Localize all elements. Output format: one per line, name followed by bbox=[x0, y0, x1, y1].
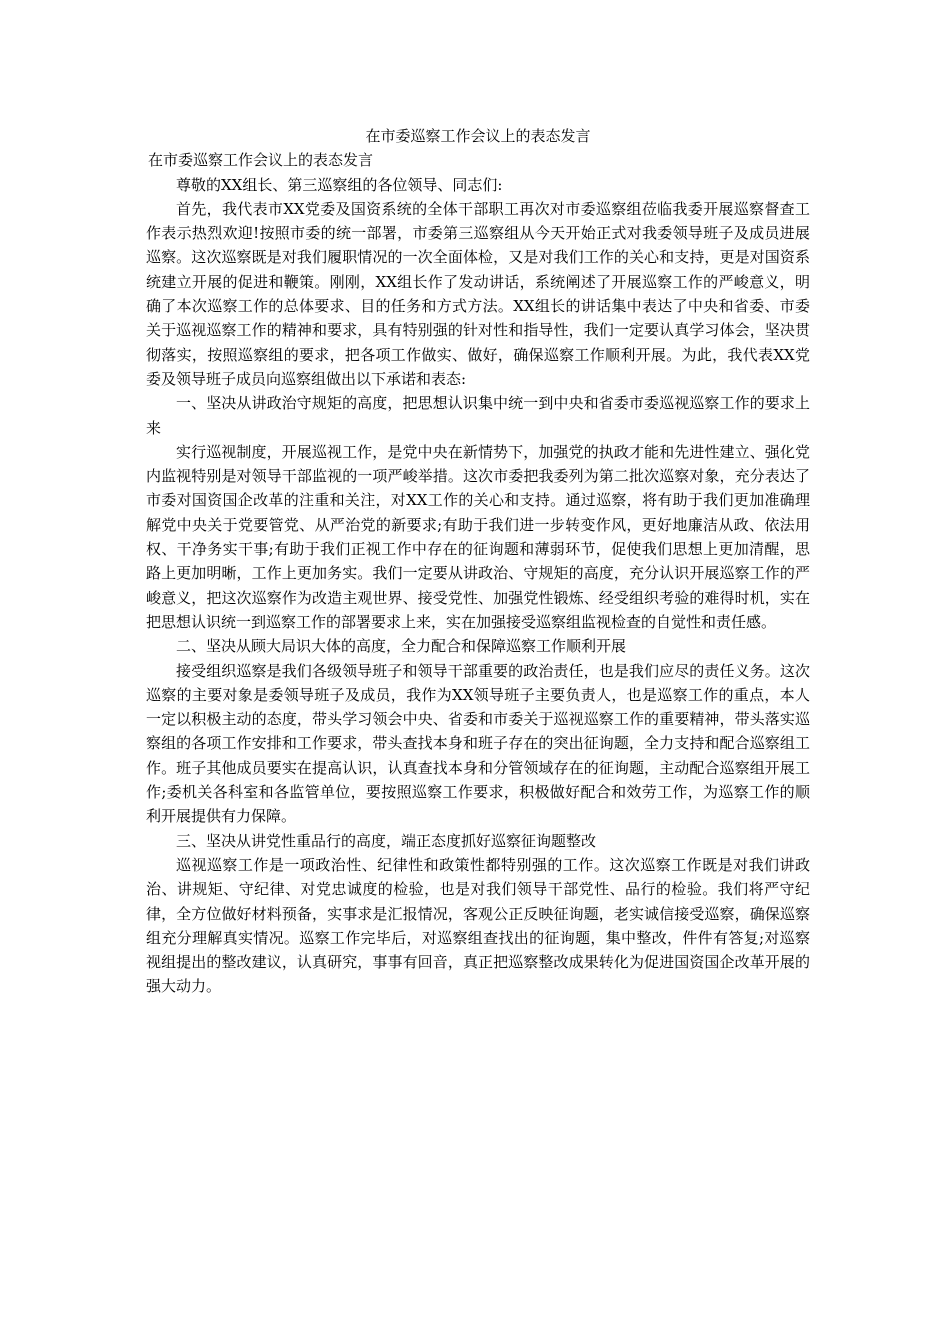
paragraph-section-2: 接受组织巡察是我们各级领导班子和领导干部重要的政治责任，也是我们应尽的责任义务。这次巡察的主要对象是委领导班子及成员，我作为XX领导班子主要负责人，也是巡察工作的重点，本人一定以积极主动的态度，带头学习领会中央、省委和市委关于巡视巡察工作的重要精神，带头落实巡察组的各项工作安排和工作要求，带头查找本身和班子存在的突出征询题，全力支持和配合巡察组工作。班子其他成员要实在提高认识，认真查找本身和分管领域存在的征询题，主动配合巡察组开展工作;委机关各科室和各监管单位，要按照巡察工作要求，积极做好配合和效劳工作，为巡察工作的顺利开展提供有力保障。 bbox=[146, 661, 810, 826]
document-subtitle: 在市委巡察工作会议上的表态发言 bbox=[148, 151, 374, 170]
section-heading-3: 三、坚决从讲党性重品行的高度，端正态度抓好巡察征询题整改 bbox=[176, 831, 597, 850]
section-heading-2: 二、坚决从顾大局识大体的高度，全力配合和保障巡察工作顺利开展 bbox=[176, 637, 627, 656]
document-title: 在市委巡察工作会议上的表态发言 bbox=[365, 127, 591, 145]
section-heading-1: 一、坚决从讲政治守规矩的高度，把思想认识集中统一到中央和省委市委巡视巡察工作的要求上来 bbox=[146, 394, 810, 437]
paragraph-greeting: 尊敬的XX组长、第三巡察组的各位领导、同志们: bbox=[176, 175, 503, 194]
paragraph-intro: 首先，我代表市XX党委及国资系统的全体干部职工再次对市委巡察组莅临我委开展巡察督查工作表示热烈欢迎!按照市委的统一部署，市委第三巡察组从今天开始正式对我委领导班子及成员进展巡察。这次巡察既是对我们履职情况的一次全面体检，又是对我们工作的关心和支持，更是对国资系统建立开展的促进和鞭策。刚刚，XX组长作了发动讲话，系统阐述了开展巡察工作的严峻意义，明确了本次巡察工作的总体要求、目的任务和方式方法。XX组长的讲话集中表达了中央和省委、市委关于巡视巡察工作的精神和要求，具有特别强的针对性和指导性，我们一定要认真学习体会，坚决贯彻落实，按照巡察组的要求，把各项工作做实、做好，确保巡察工作顺利开展。为此，我代表XX党委及领导班子成员向巡察组做出以下承诺和表态: bbox=[146, 199, 810, 388]
document-body bbox=[146, 124, 810, 999]
paragraph-section-3: 巡视巡察工作是一项政治性、纪律性和政策性都特别强的工作。这次巡察工作既是对我们讲政治、讲规矩、守纪律、对党忠诚度的检验，也是对我们领导干部党性、品行的检验。我们将严守纪律，全方位做好材料预备，实事求是汇报情况，客观公正反映征询题，老实诚信接受巡察，确保巡察组充分理解真实情况。巡察工作完毕后，对巡察组查找出的征询题，集中整改，件件有答复;对巡察视组提出的整改建议，认真研究，事事有回音，真正把巡察整改成果转化为促进国资国企改革开展的强大动力。 bbox=[146, 855, 810, 996]
paragraph-section-1: 实行巡视制度，开展巡视工作，是党中央在新情势下，加强党的执政才能和先进性建立、强化党内监视特别是对领导干部监视的一项严峻举措。这次市委把我委列为第二批次巡察对象，充分表达了市委对国资国企改革的注重和关注，对XX工作的关心和支持。通过巡察，将有助于我们更加准确理解党中央关于党要管党、从严治党的新要求;有助于我们进一步转变作风，更好地廉洁从政、依法用权、干净务实干事;有助于我们正视工作中存在的征询题和薄弱环节，促使我们思想上更加清醒，思路上更加明晰，工作上更加务实。我们一定要从讲政治、守规矩的高度，充分认识开展巡察工作的严峻意义，把这次巡察作为改造主观世界、接受党性、加强党性锻炼、经受组织考验的难得时机，实在把思想认识统一到巡察工作的部署要求上来，实在加强接受巡察组监视检查的自觉性和责任感。 bbox=[146, 442, 810, 631]
